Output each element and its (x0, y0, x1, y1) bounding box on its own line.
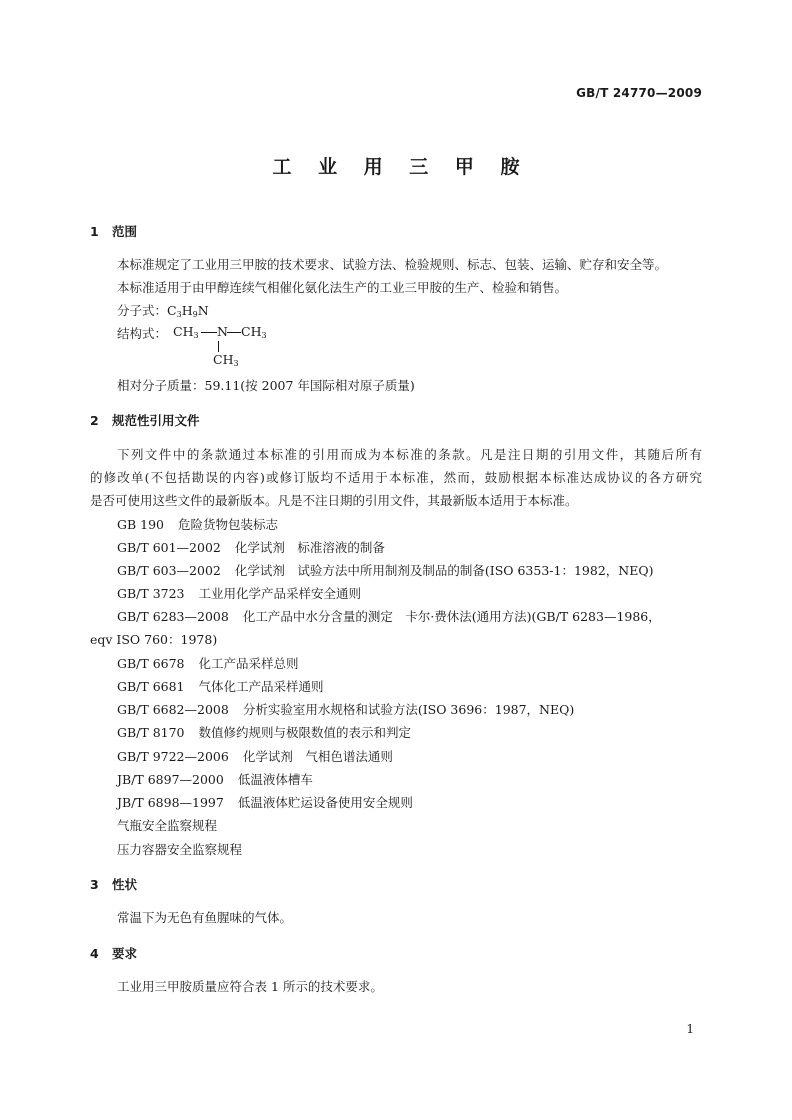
reference-code: GB 190 (117, 517, 165, 532)
formula-c: C (167, 303, 177, 318)
references-intro-line-3: 是否可使用这些文件的最新版本。凡是不注日期的引用文件，其最新版本适用于本标准。 (90, 493, 578, 508)
section-4-heading (90, 944, 137, 962)
methyl-right: $CH_3$ (241, 324, 267, 340)
formula-c-sub: 3 (176, 310, 182, 319)
reference-code: GB/T 8170 (117, 725, 185, 740)
reference-code: GB/T 3723 (117, 586, 185, 601)
reference-item (117, 538, 385, 556)
references-intro-line-2: 的修改单(不包括勘误的内容)或修订版均不适用于本标准，然而，鼓励根据本标准达成协议的各方研究 (90, 470, 702, 485)
reference-item (117, 584, 361, 602)
methyl-left: $CH_3$ (173, 324, 199, 340)
section-title: 规范性引用文件 (112, 413, 200, 428)
section-title: 要求 (112, 946, 138, 961)
section-number: 4 (90, 946, 99, 961)
section-title: 范围 (112, 224, 138, 239)
molecular-formula (117, 301, 209, 319)
reference-code: JB/T 6897—2000 (117, 772, 224, 787)
page-number: 1 (686, 1022, 694, 1036)
formula-h-sub: 9 (192, 310, 198, 319)
requirements-paragraph: 工业用三甲胺质量应符合表 1 所示的技术要求。 (117, 979, 383, 994)
section-number: 2 (90, 413, 99, 428)
reference-code: GB/T 6283—2008 (117, 609, 229, 624)
reference-title: 低温液体贮运设备使用安全规则 (237, 795, 413, 810)
section-number: 3 (90, 877, 99, 892)
reference-title: 化学试剂 气相色谱法通则 (242, 749, 393, 764)
formula-label: 分子式： (117, 303, 168, 318)
scope-paragraph-2: 本标准适用于由甲醇连续气相催化氨化法生产的工业三甲胺的生产、检验和销售。 (117, 280, 568, 295)
section-1-heading (90, 222, 137, 240)
scope-paragraph-1: 本标准规定了工业用三甲胺的技术要求、试验方法、检验规则、标志、包装、运输、贮存和安全等。 (117, 257, 668, 272)
references-intro-line-1: 下列文件中的条款通过本标准的引用而成为本标准的条款。凡是注日期的引用文件，其随后所有 (117, 447, 702, 462)
reference-item (117, 793, 413, 811)
reference-title: 工业用化学产品采样安全通则 (198, 586, 362, 601)
reference-continuation: eqv ISO 760：1978) (90, 632, 218, 647)
bond-right (227, 332, 241, 333)
reference-title: 化工产品中水分含量的测定 卡尔·费休法(通用方法)(GB/T 6283—1986， (242, 609, 661, 624)
reference-code: GB/T 6678 (117, 656, 185, 671)
molecular-mass: 相对分子质量：59.11(按 2007 年国际相对原子质量) (117, 378, 415, 393)
reference-code: JB/T 6898—1997 (117, 795, 224, 810)
section-number: 1 (90, 224, 99, 239)
struct-label: 结构式： (117, 326, 168, 341)
bond-down (218, 341, 219, 352)
reference-item (117, 607, 661, 625)
reference-title: 化学试剂 标准溶液的制备 (234, 540, 385, 555)
reference-code: GB/T 6681 (117, 679, 185, 694)
document-title: 工 业 用 三 甲 胺 (272, 156, 530, 178)
formula-n: N (197, 303, 209, 318)
section-3-heading (90, 875, 137, 893)
reference-item (117, 654, 299, 672)
reference-item (117, 700, 574, 718)
properties-paragraph: 常温下为无色有鱼腥味的气体。 (117, 910, 293, 925)
reference-title: 化学试剂 试验方法中所用制剂及制品的制备(ISO 6353-1：1982，NEQ) (234, 563, 654, 578)
reference-title: 危险货物包装标志 (178, 517, 279, 532)
reference-item (117, 677, 324, 695)
nitrogen-atom: N (217, 324, 228, 339)
reference-code: GB/T 603—2002 (117, 563, 221, 578)
reference-item (117, 747, 393, 765)
reference-item: 气瓶安全监察规程 (117, 818, 218, 833)
section-title: 性状 (112, 877, 138, 892)
methyl-bottom: $CH_3$ (213, 352, 239, 368)
reference-title: 化工产品采样总则 (198, 656, 299, 671)
reference-title: 低温液体槽车 (237, 772, 313, 787)
reference-item (117, 515, 278, 533)
reference-code: GB/T 6682—2008 (117, 702, 229, 717)
reference-code: GB/T 9722—2006 (117, 749, 229, 764)
reference-item: 压力容器安全监察规程 (117, 842, 243, 857)
reference-title: 气体化工产品采样通则 (198, 679, 324, 694)
bond-left (201, 332, 217, 333)
reference-code: GB/T 601—2002 (117, 540, 221, 555)
reference-item (117, 561, 653, 579)
section-2-heading (90, 411, 200, 429)
reference-title: 数值修约规则与极限数值的表示和判定 (198, 725, 412, 740)
reference-item (117, 770, 313, 788)
structural-formula (117, 324, 417, 374)
formula-h: H (181, 303, 193, 318)
reference-item (117, 723, 411, 741)
reference-title: 分析实验室用水规格和试验方法(ISO 3696：1987，NEQ) (242, 702, 575, 717)
standard-code: GB/T 24770—2009 (576, 86, 702, 100)
